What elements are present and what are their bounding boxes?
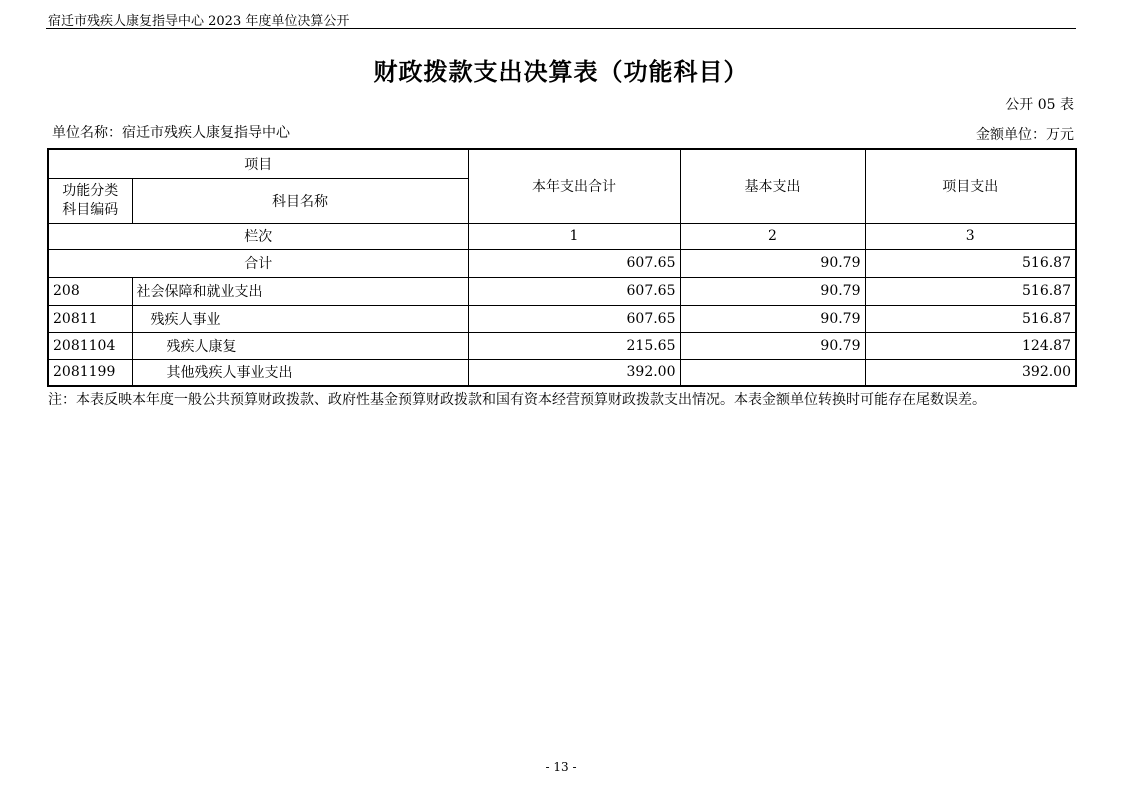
row-name: 其他残疾人事业支出 — [132, 359, 468, 386]
column-index-1: 1 — [468, 223, 680, 249]
row-name: 社会保障和就业支出 — [132, 277, 468, 305]
row-basic: 90.79 — [680, 305, 865, 332]
column-index-2: 2 — [680, 223, 865, 249]
unit-name: 单位名称：宿迁市残疾人康复指导中心 — [52, 125, 290, 141]
row-total: 607.65 — [468, 305, 680, 332]
table-row — [48, 359, 1076, 386]
column-index-row — [48, 223, 1076, 249]
page-title: 财政拨款支出决算表（功能科目） — [373, 58, 749, 86]
header-rule — [46, 28, 1076, 29]
table-row — [48, 332, 1076, 359]
row-project: 392.00 — [865, 359, 1076, 386]
header-subject-name: 科目名称 — [132, 178, 468, 223]
row-code: 2081199 — [48, 359, 132, 386]
expenditure-table — [47, 148, 1077, 387]
running-header: 宿迁市残疾人康复指导中心 2023 年度单位决算公开 — [48, 14, 350, 29]
header-func-code-line1: 功能分类 — [62, 182, 119, 199]
row-name: 残疾人事业 — [132, 305, 468, 332]
table-row — [48, 277, 1076, 305]
row-code: 208 — [48, 277, 132, 305]
table-row — [48, 305, 1076, 332]
row-basic: 90.79 — [680, 332, 865, 359]
row-basic: 90.79 — [680, 277, 865, 305]
row-basic — [680, 359, 865, 386]
page-number: - 13 - — [545, 760, 577, 774]
row-total: 607.65 — [468, 277, 680, 305]
footnote: 注：本表反映本年度一般公共预算财政拨款、政府性基金预算财政拨款和国有资本经营预算财政拨款支出情况。本表金额单位转换时可能存在尾数误差。 — [48, 392, 986, 408]
total-basic: 90.79 — [680, 249, 865, 277]
form-number: 公开 05 表 — [1005, 97, 1074, 113]
row-code: 2081104 — [48, 332, 132, 359]
header-item: 项目 — [48, 149, 468, 178]
row-name: 残疾人康复 — [132, 332, 468, 359]
row-project: 124.87 — [865, 332, 1076, 359]
total-label: 合计 — [48, 249, 468, 277]
amount-unit: 金额单位：万元 — [976, 127, 1074, 143]
column-index-label: 栏次 — [48, 223, 468, 249]
row-project: 516.87 — [865, 305, 1076, 332]
header-func-code — [48, 178, 132, 223]
header-total: 本年支出合计 — [468, 149, 680, 223]
total-row — [48, 249, 1076, 277]
header-row-1 — [48, 149, 1076, 178]
total-total: 607.65 — [468, 249, 680, 277]
row-project: 516.87 — [865, 277, 1076, 305]
row-total: 392.00 — [468, 359, 680, 386]
header-project: 项目支出 — [865, 149, 1076, 223]
total-project: 516.87 — [865, 249, 1076, 277]
column-index-3: 3 — [865, 223, 1076, 249]
row-code: 20811 — [48, 305, 132, 332]
header-func-code-line2: 科目编码 — [62, 201, 119, 218]
header-basic: 基本支出 — [680, 149, 865, 223]
row-total: 215.65 — [468, 332, 680, 359]
